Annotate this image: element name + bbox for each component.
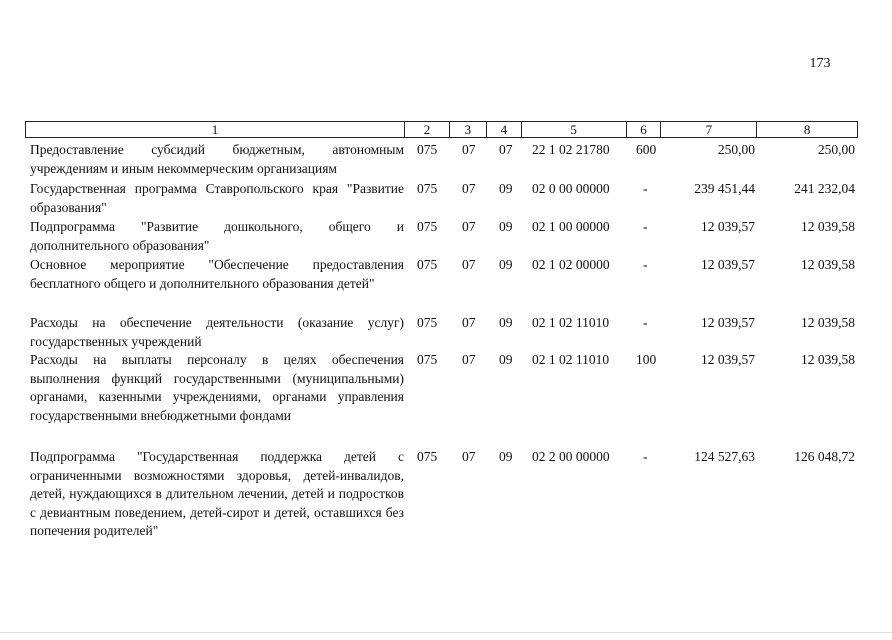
row-col-4: 09 bbox=[499, 181, 513, 196]
row-col-4: 09 bbox=[499, 257, 513, 272]
row-col-8: 12 039,58 bbox=[801, 352, 855, 367]
row-col-5: 02 1 02 11010 bbox=[532, 315, 610, 330]
row-name: Государственная программа Ставропольского края "Развитие образования" bbox=[30, 181, 404, 215]
row-col-4: 09 bbox=[499, 449, 513, 464]
row-col-8: 126 048,72 bbox=[794, 449, 855, 464]
scan-edge-divider bbox=[0, 632, 892, 633]
row-col-2: 075 bbox=[417, 352, 438, 367]
row-col-8: 12 039,58 bbox=[801, 219, 855, 234]
row-col-4: 07 bbox=[499, 142, 513, 157]
row-col-3: 07 bbox=[462, 181, 476, 196]
row-col-7: 12 039,57 bbox=[701, 352, 755, 367]
row-col-5: 02 0 00 00000 bbox=[532, 181, 610, 196]
row-col-8: 12 039,58 bbox=[801, 257, 855, 272]
row-name: Подпрограмма "Развитие дошкольного, общего и дополнительного образования" bbox=[30, 219, 404, 253]
row-col-3: 07 bbox=[462, 449, 476, 464]
header-cell-8: 8 bbox=[803, 122, 811, 137]
row-col-7: 12 039,57 bbox=[701, 257, 755, 272]
table-header bbox=[25, 121, 858, 138]
row-col-6: - bbox=[643, 315, 648, 330]
row-col-2: 075 bbox=[417, 181, 438, 196]
header-cell-5: 5 bbox=[522, 122, 627, 137]
page-number: 173 bbox=[809, 56, 831, 71]
row-col-2: 075 bbox=[417, 219, 438, 234]
header-cell-6: 6 bbox=[627, 122, 662, 137]
row-col-6: 100 bbox=[636, 352, 657, 367]
row-col-3: 07 bbox=[462, 219, 476, 234]
row-name: Расходы на обеспечение деятельности (оказание услуг) государственных учреждений bbox=[30, 315, 404, 349]
row-col-4: 09 bbox=[499, 352, 513, 367]
row-col-7: 250,00 bbox=[717, 142, 755, 157]
header-cell-2: 2 bbox=[405, 122, 450, 137]
row-col-7: 239 451,44 bbox=[694, 181, 755, 196]
header-cell-3: 3 bbox=[450, 122, 487, 137]
row-col-6: 600 bbox=[636, 142, 657, 157]
row-col-2: 075 bbox=[417, 449, 438, 464]
row-col-8: 12 039,58 bbox=[801, 315, 855, 330]
row-col-6: - bbox=[643, 181, 648, 196]
row-col-5: 02 1 02 11010 bbox=[532, 352, 610, 367]
row-col-3: 07 bbox=[462, 352, 476, 367]
row-col-3: 07 bbox=[462, 257, 476, 272]
row-col-2: 075 bbox=[417, 142, 438, 157]
row-col-2: 075 bbox=[417, 257, 438, 272]
row-col-7: 12 039,57 bbox=[701, 219, 755, 234]
row-col-7: 124 527,63 bbox=[694, 449, 755, 464]
row-name: Основное мероприятие "Обеспечение предоставления бесплатного общего и дополнительного образования детей" bbox=[30, 257, 404, 291]
row-col-8: 241 232,04 bbox=[794, 181, 855, 196]
row-col-6: - bbox=[643, 449, 648, 464]
row-col-3: 07 bbox=[462, 315, 476, 330]
row-col-4: 09 bbox=[499, 315, 513, 330]
row-col-5: 02 1 00 00000 bbox=[532, 219, 610, 234]
header-cell-1: 1 bbox=[26, 122, 405, 137]
row-name: Подпрограмма "Государственная поддержка детей с ограниченными возможностями здоровья, детей-инвалидов, детей, нуждающихся в длительном лечении, детей и подростков с девиантным поведением, детей-сирот и детей, оставшихся без попечения родителей" bbox=[30, 449, 404, 538]
row-col-5: 02 1 02 00000 bbox=[532, 257, 610, 272]
row-col-8: 250,00 bbox=[817, 142, 855, 157]
row-col-4: 09 bbox=[499, 219, 513, 234]
row-col-6: - bbox=[643, 219, 648, 234]
row-name: Предоставление субсидий бюджетным, автономным учреждениям и иным некоммерческим организациям bbox=[30, 142, 404, 176]
row-col-5: 02 2 00 00000 bbox=[532, 449, 610, 464]
row-col-7: 12 039,57 bbox=[701, 315, 755, 330]
row-col-5: 22 1 02 21780 bbox=[532, 142, 610, 157]
row-name: Расходы на выплаты персоналу в целях обеспечения выполнения функций государственными (муниципальными) органами, казенными учреждениями, органами управления государственными внебюджетными фондами bbox=[30, 352, 404, 423]
header-cell-4: 4 bbox=[487, 122, 522, 137]
row-col-6: - bbox=[643, 257, 648, 272]
header-cell-7: 7 bbox=[661, 122, 757, 137]
row-col-2: 075 bbox=[417, 315, 438, 330]
row-col-3: 07 bbox=[462, 142, 476, 157]
